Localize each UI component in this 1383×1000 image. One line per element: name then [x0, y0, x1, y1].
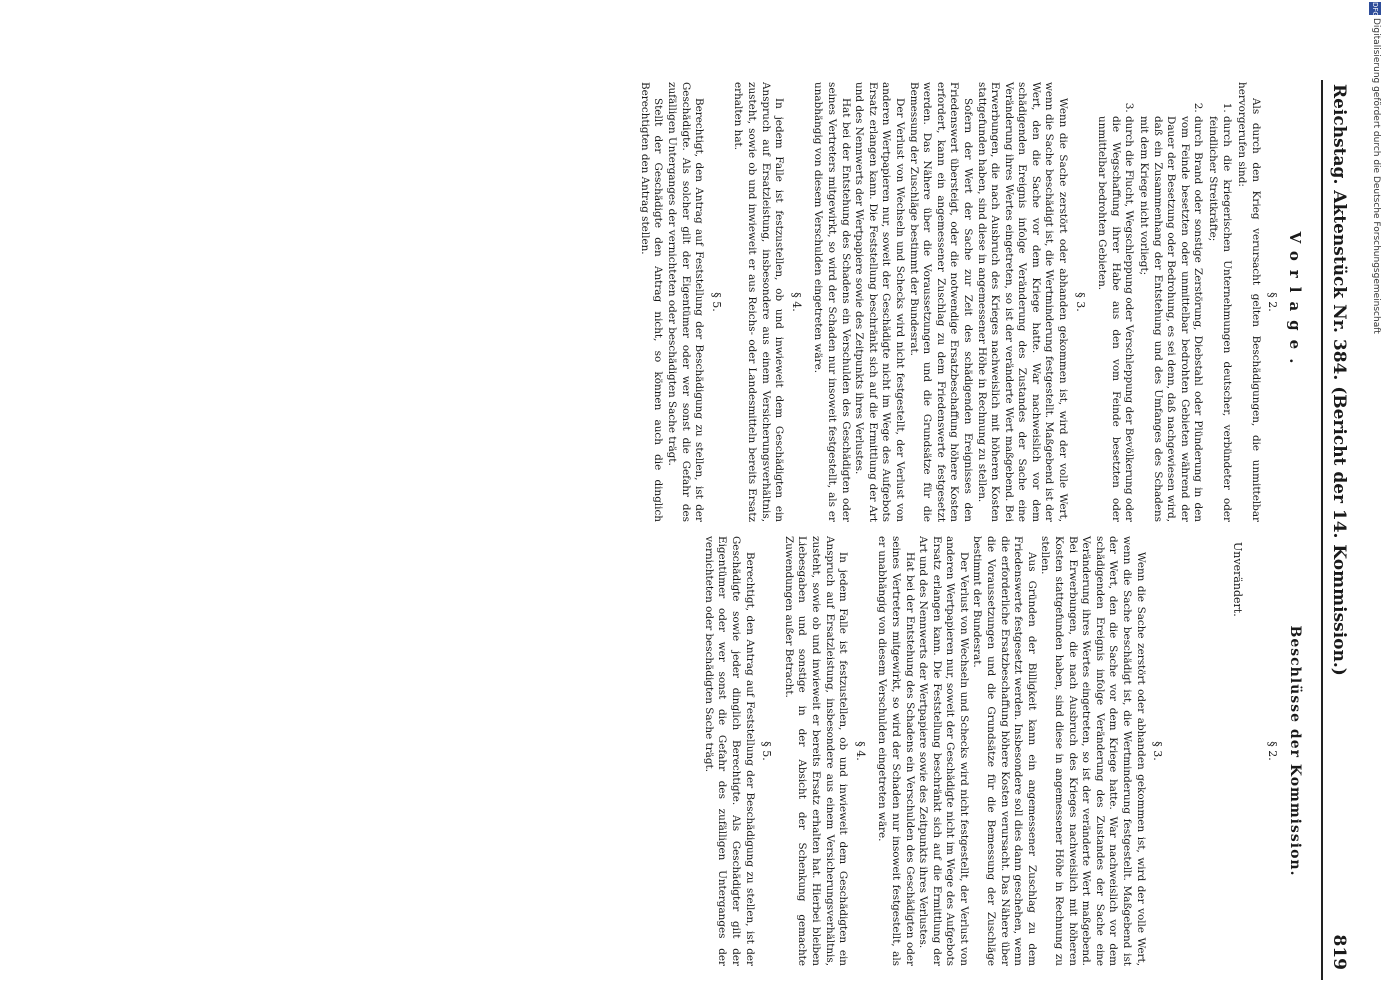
section-3-paragraph: Der Verlust von Wechseln und Schecks wird nicht festgestellt, der Verlust von anderen Wertpapieren nur, soweit der Geschädigte nicht im Wege des Aufgebots Ersatz erlangen kann. Die Feststellung beschränkt sich auf die Ermittlung der Art und des Nennwerts der Wertpapiere sowie des Zeitpunkts ihres Verlustes.: [853, 82, 906, 522]
section-2-list: [1095, 82, 1233, 522]
section-3-paragraph: Hat bei der Entstehung des Schadens ein Verschulden des Geschädigten oder seines Vertreters mitgewirkt, so wird der Schaden nur insoweit festgestellt, als er unabhängig von diesem Verschulden eingetreten wäre.: [876, 536, 916, 966]
section-spacer: [1172, 536, 1230, 966]
section-2-intro: Als durch den Krieg verursacht gelten Beschädigungen, die unmittelbar hervorgerufen sind:: [1236, 82, 1262, 522]
section-4-heading: § 4.: [789, 292, 803, 312]
section-5-paragraph: Berechtigt, den Antrag auf Feststellung der Beschädigung zu stellen, ist der Geschädigte. Als solcher gilt der Eigentümer oder wer sonst die Gefahr des zufälligen Unterganges der vernichteten oder beschädigten Sache trägt.: [666, 82, 706, 522]
column-title-beschluesse: Beschlüsse der Kommission.: [1287, 625, 1303, 877]
section-3-heading: § 3.: [1073, 292, 1087, 312]
digitization-sidebar: [1363, 0, 1383, 1000]
header-title: Reichstag. Aktenstück Nr. 384. (Bericht der 14. Kommission.): [1329, 84, 1349, 676]
page-header: [1321, 80, 1353, 980]
section-5-heading: § 5.: [760, 741, 774, 761]
page-number: 819: [1329, 934, 1349, 970]
column-vorlage: [637, 82, 1307, 522]
section-5-paragraph: Stellt der Geschädigte den Antrag nicht, so können auch die dinglich Berechtigten den Antrag stellen.: [638, 82, 665, 522]
digitization-note: Digitalisierung gefördert durch die Deutsche Forschungsgemeinschaft: [1371, 18, 1381, 334]
list-item: 1. durch die kriegerischen Unternehmungen deutscher, verbündeter oder feindlicher Streitkräfte;: [1205, 116, 1232, 522]
section-5-heading: § 5.: [709, 292, 723, 312]
list-item: 2. durch Brand oder sonstige Zerstörung, Diebstahl oder Plünderung in den vom Feinde besetzten oder unmittelbar bedrohten Gebieten während der Dauer der Besetzung oder Bedrohung, es sei denn, daß nachgewiesen wird, daß ein Zusammenhang der Entstehung und des Umfanges des Schadens mit dem Kriege nicht vorliegt;: [1136, 116, 1204, 522]
section-3-heading: § 3.: [1151, 741, 1165, 761]
section-4-paragraph: In jedem Falle ist festzustellen, ob und inwieweit dem Geschädigten ein Anspruch auf Ersatzleistung, insbesondere aus einem Versicherungsverhältnis, zusteht, sowie ob und inwieweit er aus Reichs- oder Landesmitteln bereits Ersatz erhalten hat.: [732, 82, 786, 522]
section-3-paragraph: Sofern der Wert der Sache zur Zeit des schädigenden Ereignisses den Friedenswert übersteigt, oder die notwendige Ersatzbeschaffung höhere Kosten erfordert, kann ein angemessener Zuschlag zu dem Friedenswerte festgesetzt werden. Das Nähere über die Voraussetzungen und die Grundsätze für die Bemessung der Zuschläge bestimmt der Bundesrat.: [907, 82, 974, 522]
section-2-heading: § 2.: [1266, 741, 1280, 761]
section-3-paragraph: Wenn die Sache zerstört oder abhanden gekommen ist, wird der volle Wert, wenn die Sache beschädigt ist, die Wertminderung festgestellt. Maßgebend ist der Wert, den die Sache vor dem Kriege hatte. War nachweislich vor dem schädigenden Ereignis infolge Veränderung des Zustandes der Sache eine Veränderung ihres Wertes eingetreten, so ist der veränderte Wert maßgebend. Bei Erwerbungen, die nach Ausbruch des Krieges nachweislich mit höheren Kosten stattgefunden haben, sind diese in angemessener Höhe in Rechnung zu stellen.: [1039, 536, 1147, 966]
section-2-heading: § 2.: [1266, 292, 1280, 312]
section-3-paragraph: Wenn die Sache zerstört oder abhanden gekommen ist, wird der volle Wert, wenn die Sache beschädigt ist, die Wertminderung festgestellt. Maßgebend ist der Wert, den die Sache vor dem Kriege hatte. War nachweislich vor dem schädigenden Ereignis infolge Veränderung des Zustandes der Sache eine Veränderung ihres Wertes eingetreten, so ist der veränderte Wert maßgebend. Bei Erwerbungen, die nach Ausbruch des Krieges nachweislich mit höheren Kosten stattgefunden haben, sind diese in angemessener Höhe in Rechnung zu stellen.: [975, 82, 1070, 522]
section-3-paragraph: Aus Gründen der Billigkeit kann ein angemessener Zuschlag zu dem Friedenswerte festgesetzt werden. Insbesondere soll dies dann geschehen, wenn die erforderliche Ersatzbeschaffung höhere Kosten verursacht. Das Nähere über die Voraussetzungen und die Grundsätze für die Bemessung der Zuschläge bestimmt der Bundesrat.: [971, 536, 1038, 966]
dfg-logo: DFG: [1371, 2, 1379, 17]
section-3-paragraph: Hat bei der Entstehung des Schadens ein Verschulden des Geschädigten oder seines Vertreters mitgewirkt, so wird der Schaden nur insoweit festgestellt, als er unabhängig von diesem Verschulden eingetreten wäre.: [812, 82, 852, 522]
section-4-heading: § 4.: [853, 741, 867, 761]
section-3-paragraph: Der Verlust von Wechseln und Schecks wird nicht festgestellt, der Verlust von anderen Wertpapieren nur, soweit der Geschädigte nicht im Wege des Aufgebots Ersatz erlangen kann. Die Feststellung beschränkt sich auf die Ermittlung der Art und des Nennwerts der Wertpapiere sowie des Zeitpunkts ihres Verlustes.: [917, 536, 970, 966]
list-item: 3. durch die Flucht, Wegschleppung oder Verschleppung der Bevölkerung oder die Wegschaffung ihrer Habe aus den vom Feinde besetzten oder unmittelbar bedrohten Gebieten.: [1095, 116, 1136, 522]
section-4-paragraph: In jedem Falle ist festzustellen, ob und inwieweit dem Geschädigten ein Anspruch auf Ersatzleistung, insbesondere aus einem Versicherungsverhältnis, zusteht, sowie ob und inwieweit er bereits Ersatz erhalten hat. Hierbei bleiben Liebesgaben und sonstige in der Absicht der Schenkung gemachte Zuwendungen außer Betracht.: [782, 536, 850, 966]
column-beschluesse: [701, 536, 1307, 966]
column-title-vorlage: Vorlage.: [1286, 231, 1304, 373]
section-5-paragraph: Berechtigt, den Antrag auf Feststellung der Beschädigung zu stellen, ist der Geschädigte sowie jeder dinglich Berechtigte. Als Geschädigter gilt der Eigentümer oder wer sonst die Gefahr des zufälligen Unterganges der vernichteten oder beschädigten Sache trägt.: [702, 536, 756, 966]
section-2-unchanged: Unverändert.: [1230, 542, 1244, 617]
